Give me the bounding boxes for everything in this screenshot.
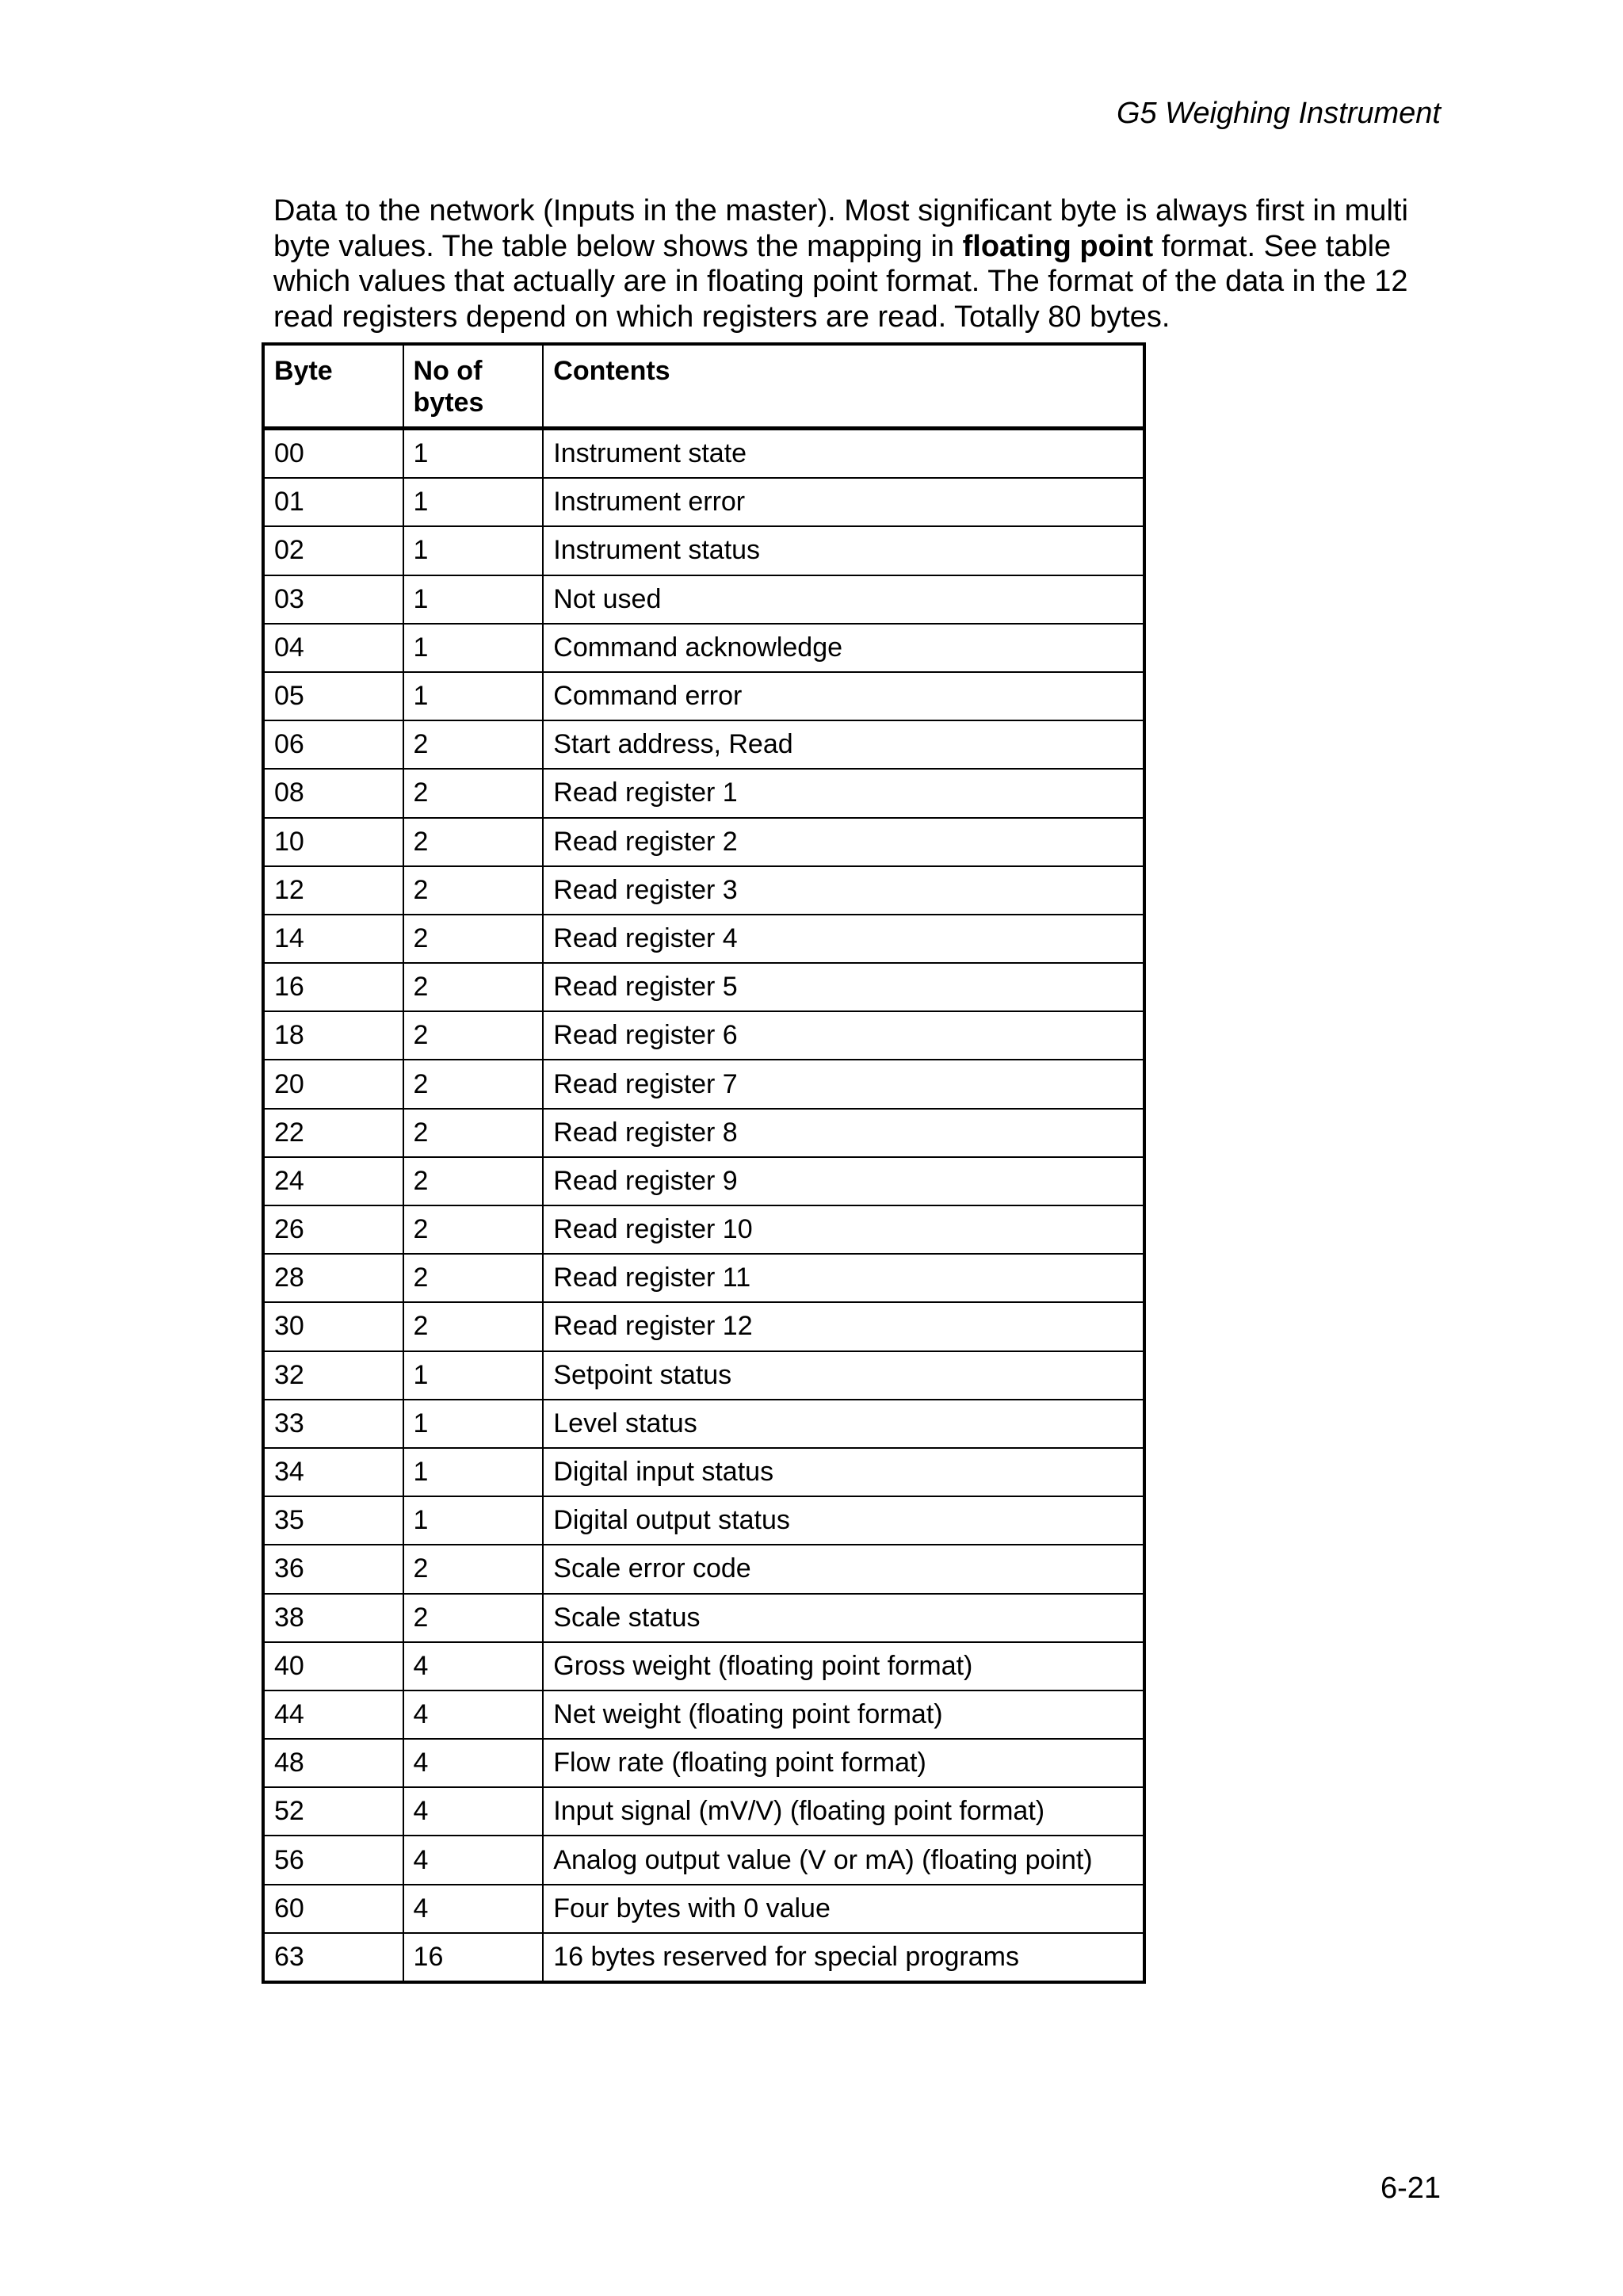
cell-byte: 00 bbox=[263, 429, 403, 479]
cell-byte: 56 bbox=[263, 1836, 403, 1884]
cell-no-of-bytes: 2 bbox=[403, 1109, 544, 1157]
cell-contents: Digital output status bbox=[543, 1496, 1144, 1545]
cell-byte: 16 bbox=[263, 963, 403, 1011]
cell-no-of-bytes: 1 bbox=[403, 478, 544, 526]
table-row bbox=[263, 1011, 1144, 1060]
cell-contents: Scale error code bbox=[543, 1545, 1144, 1593]
cell-no-of-bytes: 16 bbox=[403, 1933, 544, 1982]
cell-contents: Net weight (floating point format) bbox=[543, 1690, 1144, 1739]
cell-no-of-bytes: 1 bbox=[403, 1496, 544, 1545]
cell-byte: 28 bbox=[263, 1254, 403, 1302]
table-row bbox=[263, 1690, 1144, 1739]
cell-contents: Start address, Read bbox=[543, 720, 1144, 769]
cell-contents: Read register 2 bbox=[543, 818, 1144, 866]
cell-no-of-bytes: 4 bbox=[403, 1642, 544, 1690]
cell-byte: 04 bbox=[263, 624, 403, 672]
cell-byte: 63 bbox=[263, 1933, 403, 1982]
table-row bbox=[263, 1885, 1144, 1933]
cell-contents: Read register 7 bbox=[543, 1060, 1144, 1108]
cell-no-of-bytes: 2 bbox=[403, 769, 544, 817]
cell-no-of-bytes: 2 bbox=[403, 1254, 544, 1302]
cell-contents: Read register 9 bbox=[543, 1157, 1144, 1205]
table-row bbox=[263, 963, 1144, 1011]
header-no-of-bytes bbox=[403, 344, 544, 429]
cell-byte: 40 bbox=[263, 1642, 403, 1690]
table-row bbox=[263, 1787, 1144, 1836]
table-body bbox=[263, 429, 1144, 1983]
cell-contents: Instrument error bbox=[543, 478, 1144, 526]
cell-contents: Scale status bbox=[543, 1594, 1144, 1642]
cell-no-of-bytes: 1 bbox=[403, 1400, 544, 1448]
cell-no-of-bytes: 2 bbox=[403, 1157, 544, 1205]
cell-contents: Not used bbox=[543, 575, 1144, 624]
cell-contents: Setpoint status bbox=[543, 1351, 1144, 1400]
cell-contents: Gross weight (floating point format) bbox=[543, 1642, 1144, 1690]
cell-byte: 38 bbox=[263, 1594, 403, 1642]
cell-no-of-bytes: 2 bbox=[403, 1011, 544, 1060]
table-row bbox=[263, 1496, 1144, 1545]
cell-contents: Command acknowledge bbox=[543, 624, 1144, 672]
table-row bbox=[263, 478, 1144, 526]
table-row bbox=[263, 575, 1144, 624]
header-no-of-bytes-text: No of bytes bbox=[413, 356, 484, 418]
table-row bbox=[263, 1302, 1144, 1350]
table-row bbox=[263, 866, 1144, 915]
cell-contents: Input signal (mV/V) (floating point format) bbox=[543, 1787, 1144, 1836]
cell-byte: 34 bbox=[263, 1448, 403, 1496]
table-row bbox=[263, 1448, 1144, 1496]
cell-contents: Read register 6 bbox=[543, 1011, 1144, 1060]
cell-no-of-bytes: 1 bbox=[403, 429, 544, 479]
intro-paragraph bbox=[273, 193, 1438, 334]
cell-contents: Flow rate (floating point format) bbox=[543, 1739, 1144, 1787]
cell-byte: 05 bbox=[263, 672, 403, 720]
cell-byte: 26 bbox=[263, 1205, 403, 1254]
table-row bbox=[263, 1254, 1144, 1302]
table-row bbox=[263, 1060, 1144, 1108]
cell-byte: 02 bbox=[263, 526, 403, 575]
cell-contents: Instrument state bbox=[543, 429, 1144, 479]
table-row bbox=[263, 429, 1144, 479]
cell-byte: 01 bbox=[263, 478, 403, 526]
cell-byte: 20 bbox=[263, 1060, 403, 1108]
cell-no-of-bytes: 2 bbox=[403, 963, 544, 1011]
cell-contents: Read register 8 bbox=[543, 1109, 1144, 1157]
cell-no-of-bytes: 2 bbox=[403, 720, 544, 769]
cell-byte: 12 bbox=[263, 866, 403, 915]
intro-bold-term: floating point bbox=[962, 229, 1154, 263]
table-row bbox=[263, 1400, 1144, 1448]
cell-contents: Analog output value (V or mA) (floating point) bbox=[543, 1836, 1144, 1884]
cell-byte: 33 bbox=[263, 1400, 403, 1448]
table-row bbox=[263, 1836, 1144, 1884]
cell-no-of-bytes: 4 bbox=[403, 1885, 544, 1933]
cell-contents: Read register 3 bbox=[543, 866, 1144, 915]
table-row bbox=[263, 1205, 1144, 1254]
cell-byte: 10 bbox=[263, 818, 403, 866]
cell-no-of-bytes: 1 bbox=[403, 624, 544, 672]
running-header: G5 Weighing Instrument bbox=[1116, 97, 1441, 130]
cell-byte: 30 bbox=[263, 1302, 403, 1350]
cell-byte: 18 bbox=[263, 1011, 403, 1060]
cell-byte: 24 bbox=[263, 1157, 403, 1205]
cell-contents: Read register 1 bbox=[543, 769, 1144, 817]
intro-text-start: Data to the network (Inputs in the master). Most significant byte is always first in multi byte values. The table below shows the mapping in bbox=[273, 194, 1408, 263]
cell-byte: 03 bbox=[263, 575, 403, 624]
cell-byte: 48 bbox=[263, 1739, 403, 1787]
table-row bbox=[263, 1594, 1144, 1642]
cell-contents: Digital input status bbox=[543, 1448, 1144, 1496]
byte-mapping-table bbox=[262, 342, 1146, 1984]
table-row bbox=[263, 672, 1144, 720]
cell-no-of-bytes: 4 bbox=[403, 1690, 544, 1739]
cell-no-of-bytes: 1 bbox=[403, 575, 544, 624]
cell-byte: 35 bbox=[263, 1496, 403, 1545]
cell-no-of-bytes: 2 bbox=[403, 1205, 544, 1254]
intro-text-end: format. See table which values that actually are in floating point format. The format of the data in the 12 read registers depend on which registers are read. Totally 80 bytes. bbox=[273, 229, 1408, 334]
cell-byte: 14 bbox=[263, 915, 403, 963]
cell-contents: Four bytes with 0 value bbox=[543, 1885, 1144, 1933]
cell-no-of-bytes: 4 bbox=[403, 1787, 544, 1836]
table-row bbox=[263, 1933, 1144, 1982]
cell-contents: 16 bytes reserved for special programs bbox=[543, 1933, 1144, 1982]
cell-no-of-bytes: 1 bbox=[403, 1351, 544, 1400]
table-row bbox=[263, 624, 1144, 672]
cell-contents: Read register 4 bbox=[543, 915, 1144, 963]
cell-no-of-bytes: 1 bbox=[403, 526, 544, 575]
cell-byte: 08 bbox=[263, 769, 403, 817]
table-row bbox=[263, 1157, 1144, 1205]
cell-byte: 32 bbox=[263, 1351, 403, 1400]
cell-contents: Level status bbox=[543, 1400, 1144, 1448]
cell-byte: 44 bbox=[263, 1690, 403, 1739]
table-row bbox=[263, 915, 1144, 963]
table-row bbox=[263, 1642, 1144, 1690]
cell-no-of-bytes: 1 bbox=[403, 1448, 544, 1496]
cell-byte: 06 bbox=[263, 720, 403, 769]
cell-no-of-bytes: 1 bbox=[403, 672, 544, 720]
cell-contents: Read register 5 bbox=[543, 963, 1144, 1011]
header-contents: Contents bbox=[543, 344, 1144, 429]
table-row bbox=[263, 769, 1144, 817]
table-row bbox=[263, 818, 1144, 866]
table-row bbox=[263, 1545, 1144, 1593]
cell-contents: Instrument status bbox=[543, 526, 1144, 575]
cell-no-of-bytes: 2 bbox=[403, 1545, 544, 1593]
cell-no-of-bytes: 4 bbox=[403, 1739, 544, 1787]
cell-no-of-bytes: 2 bbox=[403, 1594, 544, 1642]
cell-contents: Read register 10 bbox=[543, 1205, 1144, 1254]
cell-no-of-bytes: 2 bbox=[403, 915, 544, 963]
page-number: 6-21 bbox=[1380, 2172, 1441, 2205]
cell-byte: 60 bbox=[263, 1885, 403, 1933]
table-row bbox=[263, 1739, 1144, 1787]
cell-contents: Read register 11 bbox=[543, 1254, 1144, 1302]
cell-contents: Read register 12 bbox=[543, 1302, 1144, 1350]
header-byte: Byte bbox=[263, 344, 403, 429]
table-row bbox=[263, 1109, 1144, 1157]
cell-no-of-bytes: 2 bbox=[403, 1060, 544, 1108]
cell-byte: 36 bbox=[263, 1545, 403, 1593]
cell-byte: 52 bbox=[263, 1787, 403, 1836]
cell-contents: Command error bbox=[543, 672, 1144, 720]
cell-no-of-bytes: 2 bbox=[403, 1302, 544, 1350]
cell-no-of-bytes: 2 bbox=[403, 866, 544, 915]
cell-no-of-bytes: 2 bbox=[403, 818, 544, 866]
table-header-row bbox=[263, 344, 1144, 429]
cell-byte: 22 bbox=[263, 1109, 403, 1157]
cell-no-of-bytes: 4 bbox=[403, 1836, 544, 1884]
table-row bbox=[263, 526, 1144, 575]
table-row bbox=[263, 1351, 1144, 1400]
table-row bbox=[263, 720, 1144, 769]
